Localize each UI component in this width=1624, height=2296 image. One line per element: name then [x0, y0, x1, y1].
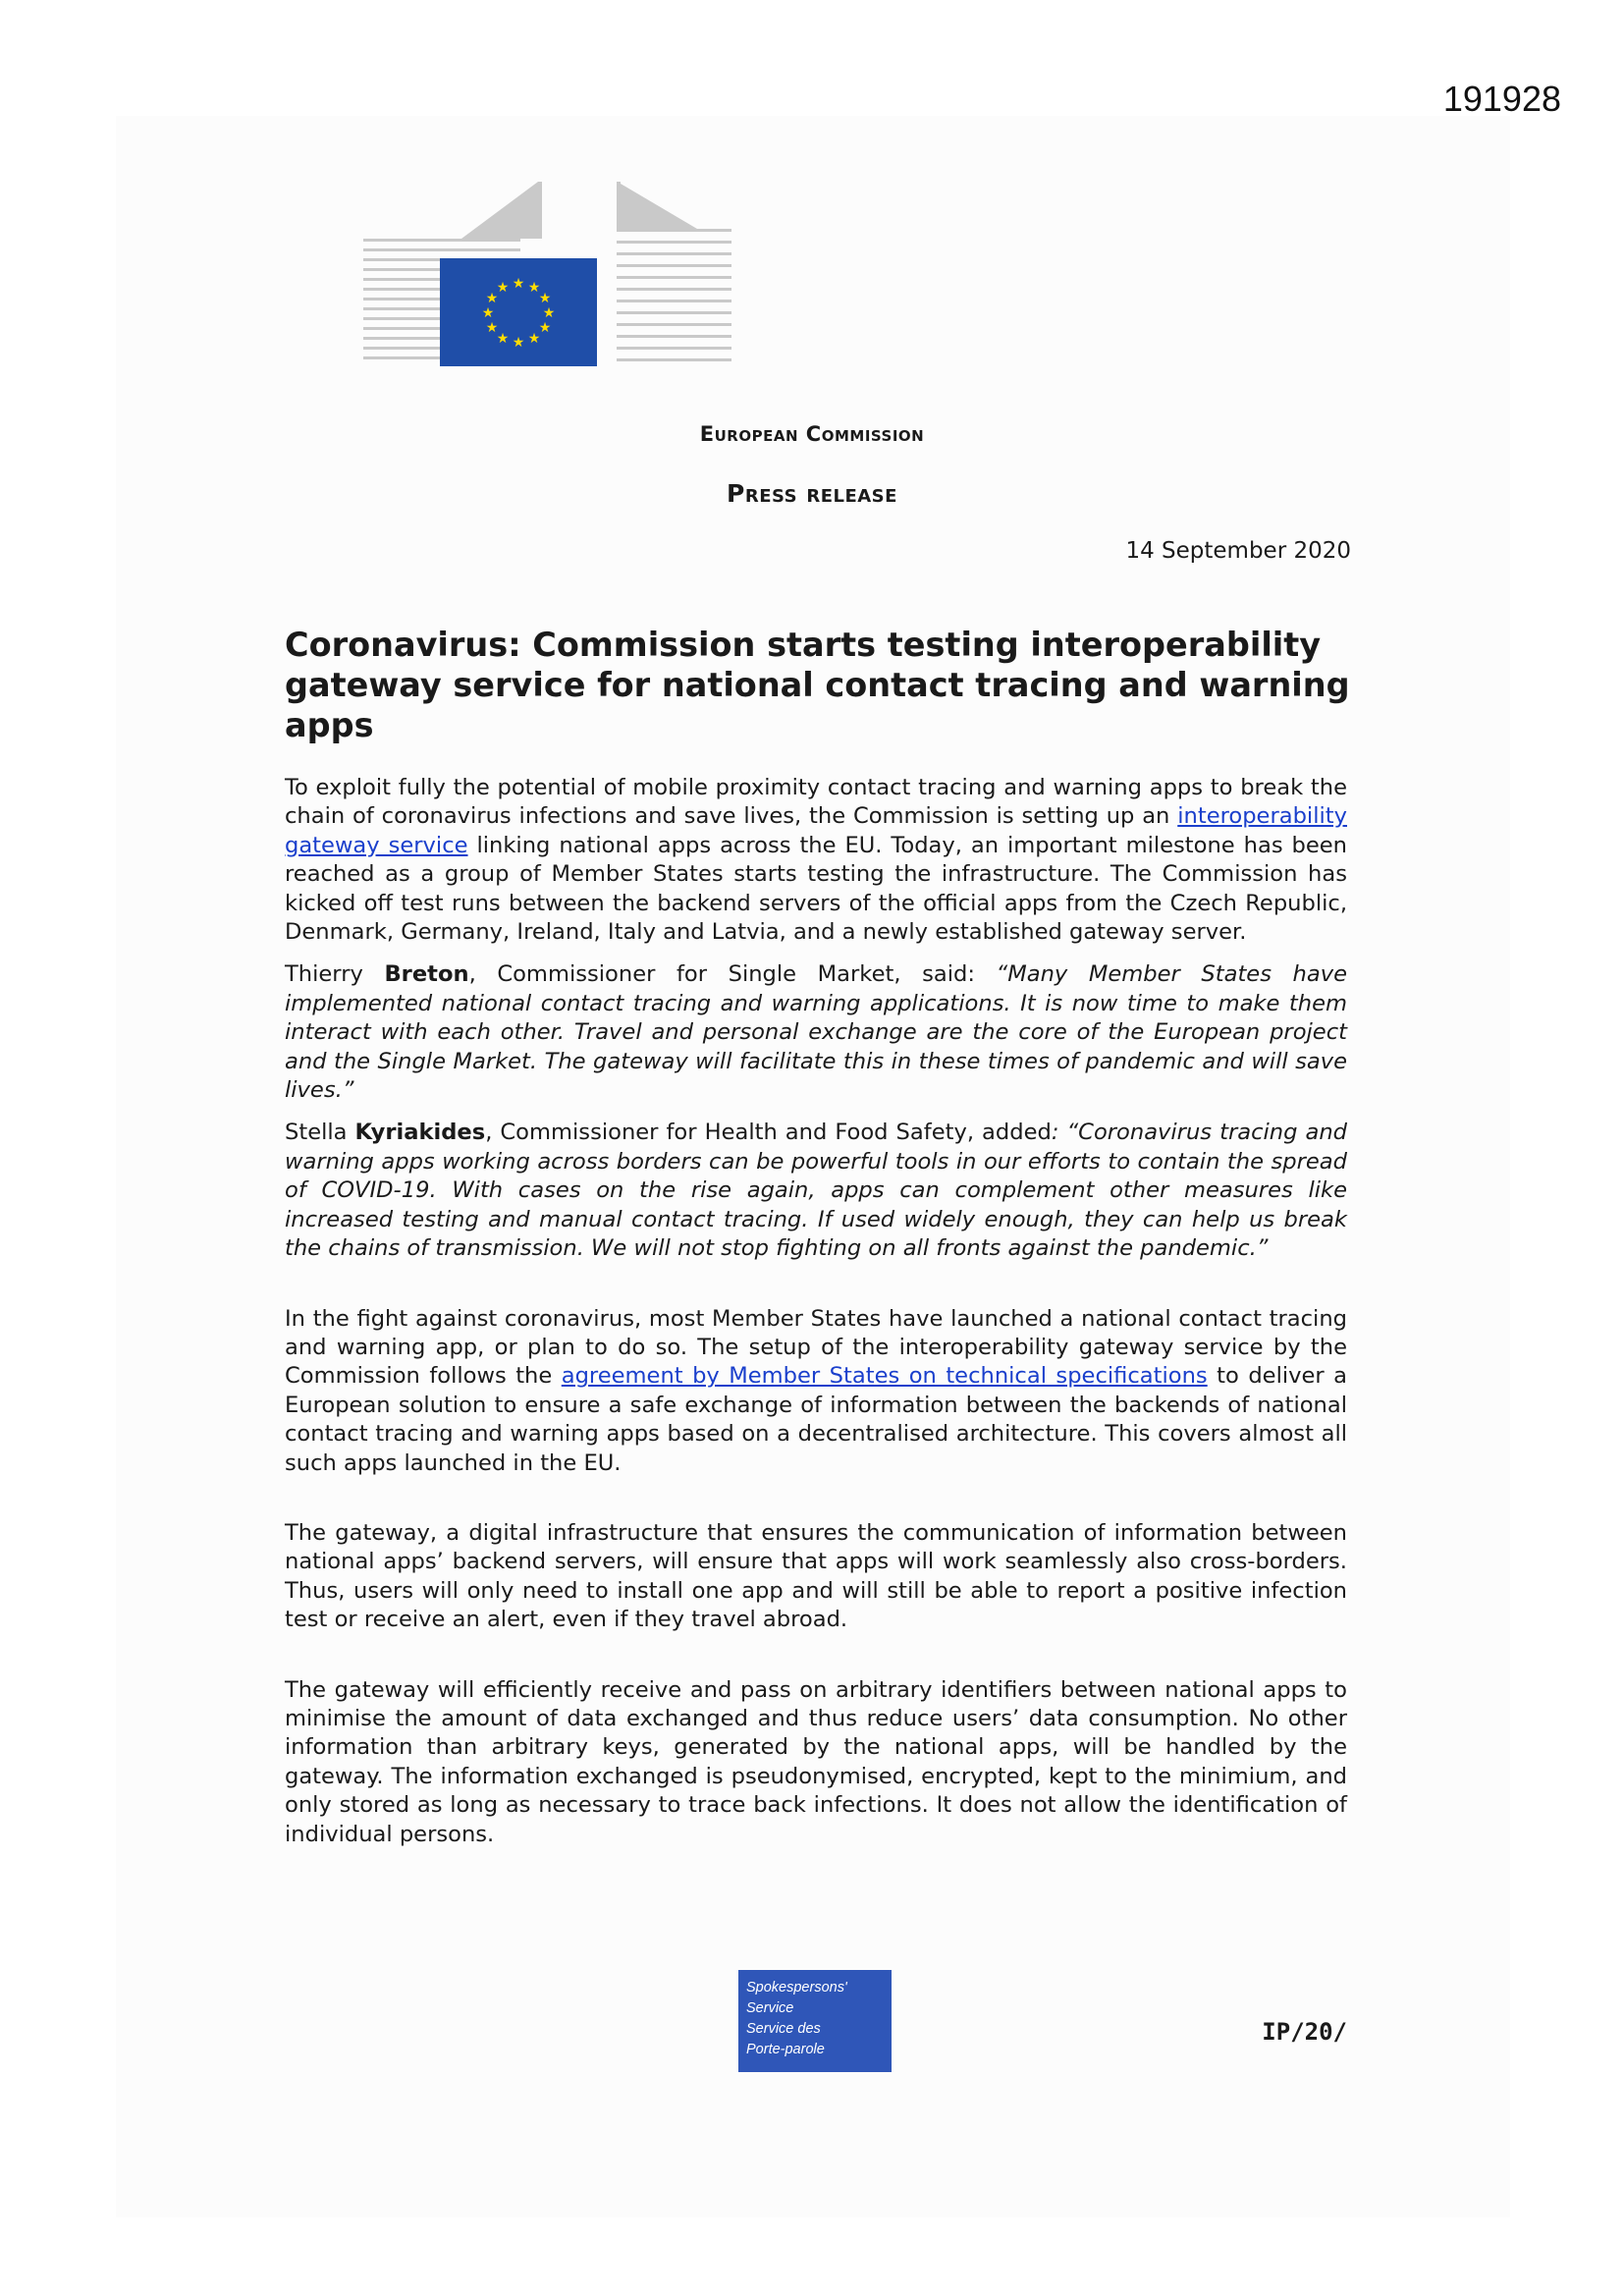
speaker-role: , Commissioner for Single Market, said: [468, 961, 997, 988]
headline: Coronavirus: Commission starts testing interoperability gateway service for national contact tracing and warning apps [285, 626, 1350, 744]
paragraph-text: To exploit fully the potential of mobile proximity contact tracing and warning apps to break the chain of coronavirus infections and save lives, the Commission is setting up an [285, 775, 1347, 830]
svg-text:★: ★ [496, 280, 510, 296]
logo-line: Service des [746, 2021, 821, 2037]
document-type: Press release [727, 479, 897, 508]
paragraph-text: to deliver a European solution to ensure a safe exchange of information between the backends of national contact tracing and warning apps based on a decentralised architecture. This covers almost all such apps launched in the EU. [285, 1363, 1347, 1476]
european-commission-logo [363, 182, 731, 368]
paragraph-member-states [285, 1305, 1347, 1478]
document-id: 191928 [1442, 79, 1561, 119]
svg-text:★: ★ [512, 276, 525, 292]
interoperability-gateway-link[interactable]: interoperability gateway service [285, 803, 1347, 858]
svg-text:★: ★ [485, 291, 499, 306]
speaker-first-name: Stella [285, 1120, 355, 1146]
speaker-surname: Breton [384, 961, 469, 988]
technical-specifications-link[interactable]: agreement by Member States on technical specifications [561, 1363, 1208, 1390]
speaker-first-name: Thierry [285, 961, 385, 988]
spokespersons-service-logo [738, 1970, 892, 2072]
svg-text:★: ★ [542, 305, 556, 321]
logo-line: Service [746, 2000, 794, 2016]
svg-text:★: ★ [538, 320, 552, 336]
svg-text:★: ★ [538, 291, 552, 306]
article-body [285, 774, 1347, 1863]
quote-text: : “Coronavirus tracing and warning apps working across borders can be powerful tools in our efforts to contain the spread of COVID-19. With cases on the rise again, apps can complement other measures like increased testing and manual contact tracing. If used widely enough, they can help us break the chains of transmission. We will not stop fighting on all fronts against the pandemic.” [285, 1120, 1347, 1262]
organisation-name: European Commission [699, 422, 925, 446]
paragraph-intro [285, 774, 1347, 947]
paragraph-gateway-infrastructure: The gateway, a digital infrastructure that ensures the communication of information between national apps’ backend servers, will ensure that apps will work seamlessly also cross-borders. Thus, users will only need to install one app and will still be able to report a positive infection test or receive an alert, even if they travel abroad. [285, 1519, 1347, 1633]
svg-text:★: ★ [512, 335, 525, 351]
logo-line: Porte-parole [746, 2042, 825, 2057]
svg-text:★: ★ [527, 280, 541, 296]
paragraph-text: In the fight against coronavirus, most Member States have launched a national contact tracing and warning app, or plan to do so. The setup of the interoperability gateway service by the Commission follows the [285, 1305, 1347, 1390]
press-release-reference: IP/20/ [1262, 2018, 1347, 2046]
svg-text:★: ★ [485, 320, 499, 336]
paragraph-breton-quote [285, 960, 1347, 1105]
svg-text:★: ★ [527, 331, 541, 347]
speaker-role: , Commissioner for Health and Food Safety, added [485, 1120, 1052, 1146]
release-date: 14 September 2020 [1125, 538, 1351, 564]
quote-text: “Many Member States have implemented national contact tracing and warning applications. It is now time to make them interact with each other. Travel and personal exchange are the core of the European project and the Single Market. The gateway will facilitate this in these times of pandemic and will save lives.” [285, 961, 1347, 1104]
paragraph-data-protection: The gateway will efficiently receive and pass on arbitrary identifiers between national apps to minimise the amount of data exchanged and thus reduce users’ data consumption. No other information than arbitrary keys, generated by the national apps, will be handled by the gateway. The information exchanged is pseudonymised, encrypted, kept to the minimium, and only stored as long as necessary to trace back infections. It does not allow the identification of individual persons. [285, 1676, 1347, 1847]
speaker-surname: Kyriakides [354, 1120, 486, 1146]
building-lines-right [617, 182, 731, 361]
svg-text:★: ★ [481, 305, 495, 321]
paragraph-text: linking national apps across the EU. Today, an important milestone has been reached as a group of Member States starts testing the infrastructure. The Commission has kicked off test runs between the backend servers of the official apps from the Czech Republic, Denmark, Germany, Ireland, Italy and Latvia, and a newly established gateway server. [285, 832, 1347, 946]
logo-line: Spokespersons' [746, 1980, 847, 1995]
paragraph-kyriakides-quote [285, 1119, 1347, 1263]
svg-text:★: ★ [496, 331, 510, 347]
